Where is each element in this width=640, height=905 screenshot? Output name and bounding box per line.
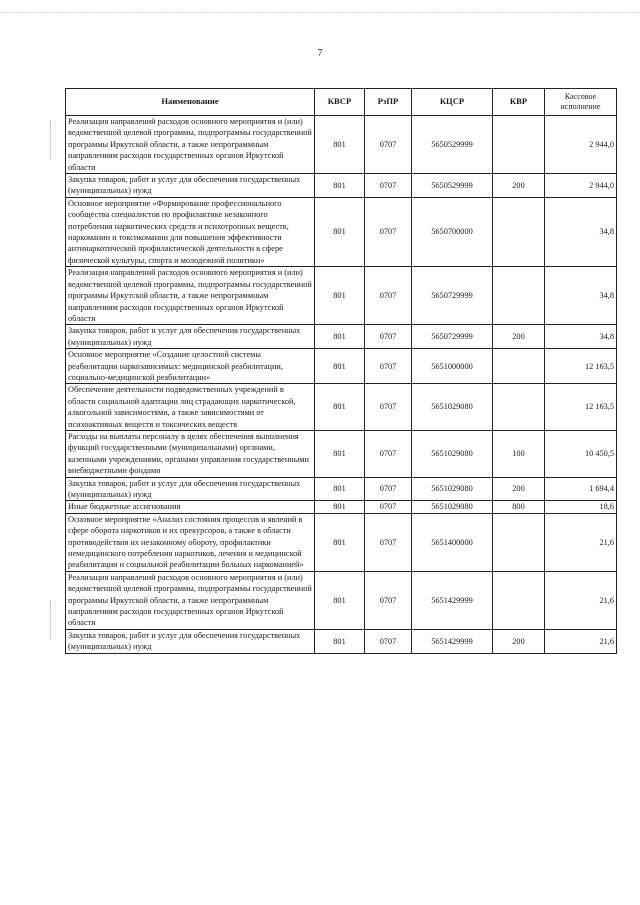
cell-kvsr: 801: [315, 267, 365, 325]
header-kvsr: КВСР: [315, 89, 365, 116]
cell-name: Закупка товаров, работ и услуг для обеспечения государственных (муниципальных) нужд: [66, 325, 315, 349]
cell-kvr: 200: [493, 477, 545, 501]
cell-kcsr: 5650529999: [412, 174, 493, 198]
table-row: [66, 197, 617, 266]
table-row: [66, 477, 617, 501]
table-row: [66, 349, 617, 384]
header-amount: Кассовое исполнение: [545, 89, 617, 116]
cell-kvsr: 801: [315, 384, 365, 431]
cell-kvr: [493, 267, 545, 325]
cell-rzpr: 0707: [365, 629, 412, 653]
cell-name: Реализация направлений расходов основного мероприятия и (или) ведомственной целевой программы, подпрограммы государственной программы Иркутской области, а также непрограммным направлениям расходов государственных органов Иркутской области: [66, 267, 315, 325]
cell-rzpr: 0707: [365, 174, 412, 198]
cell-kvr: 200: [493, 629, 545, 653]
header-name: Наименование: [66, 89, 315, 116]
cell-amount: 21,6: [545, 629, 617, 653]
cell-name: Иные бюджетные ассигнования: [66, 501, 315, 513]
table-row: [66, 174, 617, 198]
cell-amount: 10 450,5: [545, 430, 617, 477]
table-body: [66, 116, 617, 654]
cell-amount: 21,6: [545, 513, 617, 571]
cell-kvsr: 801: [315, 430, 365, 477]
cell-rzpr: 0707: [365, 477, 412, 501]
table-row: [66, 267, 617, 325]
cell-kcsr: 5651000000: [412, 349, 493, 384]
cell-kvsr: 801: [315, 325, 365, 349]
cell-kvr: 800: [493, 501, 545, 513]
cell-kcsr: 5651029080: [412, 501, 493, 513]
table-header-row: [66, 89, 617, 116]
table-row: [66, 325, 617, 349]
cell-rzpr: 0707: [365, 267, 412, 325]
page-number: 7: [317, 48, 323, 59]
cell-name: Закупка товаров, работ и услуг для обеспечения государственных (муниципальных) нужд: [66, 477, 315, 501]
cell-kcsr: 5650700000: [412, 197, 493, 266]
cell-rzpr: 0707: [365, 384, 412, 431]
table-row: [66, 513, 617, 571]
cell-amount: 18,6: [545, 501, 617, 513]
cell-kcsr: 5650729999: [412, 325, 493, 349]
cell-kvr: 200: [493, 325, 545, 349]
cell-kcsr: 5651429999: [412, 571, 493, 629]
cell-kcsr: 5651029080: [412, 384, 493, 431]
cell-kvr: 200: [493, 174, 545, 198]
cell-amount: 21,6: [545, 571, 617, 629]
header-kcsr: КЦСР: [412, 89, 493, 116]
cell-name: Реализация направлений расходов основного мероприятия и (или) ведомственной целевой программы, подпрограммы государственной программы Иркутской области, а также непрограммным направлениям расходов государственных органов Иркутской области: [66, 116, 315, 174]
header-rzpr: РзПР: [365, 89, 412, 116]
scan-margin-mark: [50, 600, 52, 640]
cell-kvsr: 801: [315, 349, 365, 384]
cell-amount: 34,8: [545, 267, 617, 325]
cell-name: Закупка товаров, работ и услуг для обеспечения государственных (муниципальных) нужд: [66, 174, 315, 198]
cell-kvr: 100: [493, 430, 545, 477]
scan-margin-mark: [50, 120, 52, 160]
cell-amount: 12 163,5: [545, 384, 617, 431]
cell-kvsr: 801: [315, 116, 365, 174]
table-row: [66, 430, 617, 477]
cell-kvsr: 801: [315, 174, 365, 198]
cell-rzpr: 0707: [365, 571, 412, 629]
header-kvr: КВР: [493, 89, 545, 116]
cell-name: Обеспечение деятельности подведомственных учреждений в области социальной адаптации лиц страдающих наркотической, алкогольной зависимостями, а также зависимостями от психоактивных веществ и токсических веществ: [66, 384, 315, 431]
cell-kvr: [493, 513, 545, 571]
cell-kvsr: 801: [315, 571, 365, 629]
cell-amount: 2 944,0: [545, 174, 617, 198]
cell-rzpr: 0707: [365, 349, 412, 384]
table-row: [66, 571, 617, 629]
cell-amount: 12 163,5: [545, 349, 617, 384]
cell-rzpr: 0707: [365, 430, 412, 477]
cell-name: Основное мероприятие «Формирование профессионального сообщества специалистов по профилактике незаконного потребления наркотических средств и психотропных веществ, наркомании и токсикомании для повышения эффективности антинаркотической профилактической деятельности в сфере физической культуры, спорта и молодежной политики»: [66, 197, 315, 266]
budget-execution-table: [65, 88, 617, 654]
cell-name: Основное мероприятие «Анализ состояния процессов и явлений в сфере оборота наркотиков и их прекурсоров, а также в области противодействия их незаконному обороту, профилактики немедицинского потребления наркотиков, лечения и медицинской реабилитации и социальной реабилитации больных наркоманией»: [66, 513, 315, 571]
cell-kcsr: 5651029080: [412, 477, 493, 501]
cell-kvr: [493, 384, 545, 431]
cell-kvr: [493, 571, 545, 629]
cell-kvsr: 801: [315, 501, 365, 513]
cell-kcsr: 5651029080: [412, 430, 493, 477]
cell-kvsr: 801: [315, 477, 365, 501]
cell-name: Закупка товаров, работ и услуг для обеспечения государственных (муниципальных) нужд: [66, 629, 315, 653]
cell-kvsr: 801: [315, 513, 365, 571]
cell-kcsr: 5650729999: [412, 267, 493, 325]
table-row: [66, 629, 617, 653]
cell-rzpr: 0707: [365, 197, 412, 266]
cell-rzpr: 0707: [365, 501, 412, 513]
scan-artifact-line: [0, 12, 640, 14]
cell-name: Расходы на выплаты персоналу в целях обеспечения выполнения функций государственными (муниципальными) органами, казенными учреждениями, органами управления государственными внебюджетными фондами: [66, 430, 315, 477]
cell-kcsr: 5651400000: [412, 513, 493, 571]
cell-name: Реализация направлений расходов основного мероприятия и (или) ведомственной целевой программы, подпрограммы государственной программы Иркутской области, а также непрограммным направлениям расходов государственных органов Иркутской области: [66, 571, 315, 629]
table-row: [66, 501, 617, 513]
cell-name: Основное мероприятие «Создание целостной системы реабилитации наркозависимых: медицинской реабилитации, социально-медицинской реабилитации»: [66, 349, 315, 384]
cell-amount: 34,8: [545, 197, 617, 266]
cell-kcsr: 5651429999: [412, 629, 493, 653]
cell-kvsr: 801: [315, 197, 365, 266]
cell-kvsr: 801: [315, 629, 365, 653]
cell-amount: 1 694,4: [545, 477, 617, 501]
cell-amount: 34,8: [545, 325, 617, 349]
cell-kvr: [493, 349, 545, 384]
cell-rzpr: 0707: [365, 325, 412, 349]
cell-kvr: [493, 116, 545, 174]
cell-amount: 2 944,0: [545, 116, 617, 174]
cell-rzpr: 0707: [365, 116, 412, 174]
table-row: [66, 384, 617, 431]
cell-kvr: [493, 197, 545, 266]
table-row: [66, 116, 617, 174]
cell-rzpr: 0707: [365, 513, 412, 571]
cell-kcsr: 5650529999: [412, 116, 493, 174]
